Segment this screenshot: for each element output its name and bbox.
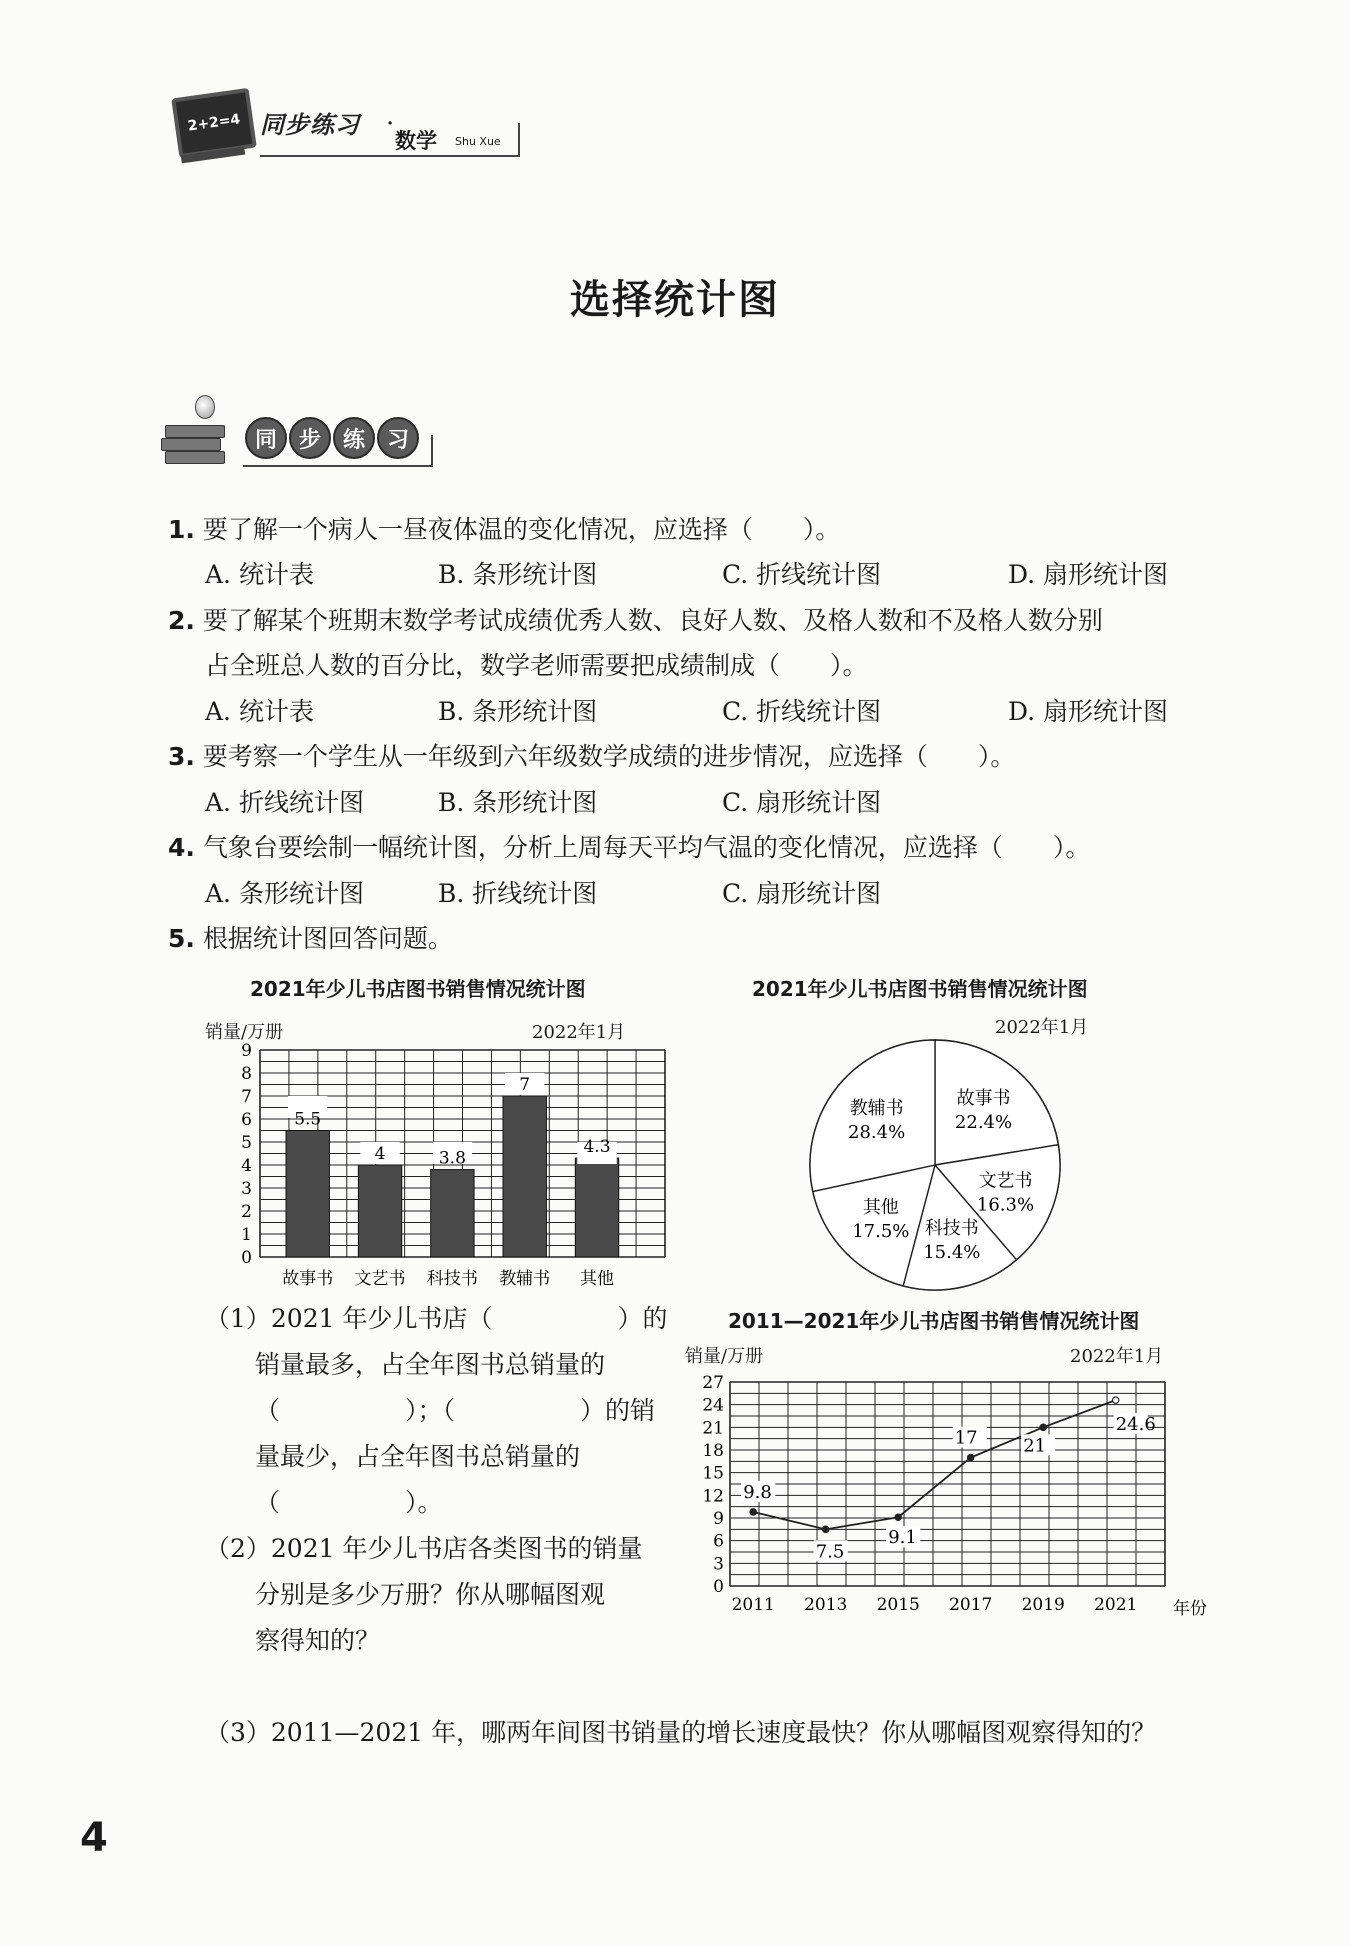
option: C. 扇形统计图	[722, 879, 882, 908]
header-dot: ·	[387, 113, 394, 134]
y-tick-label: 4	[241, 1156, 252, 1176]
bar	[503, 1096, 546, 1257]
y-tick-label: 21	[702, 1418, 724, 1439]
y-tick-label: 24	[702, 1395, 724, 1416]
bar-value-label: 7	[519, 1075, 531, 1095]
data-point	[750, 1509, 756, 1515]
bar	[431, 1170, 474, 1257]
question-2	[168, 604, 1103, 638]
point-value-label: 21	[1023, 1435, 1047, 1457]
option: C. 折线统计图	[722, 697, 882, 726]
y-tick-label: 27	[702, 1373, 724, 1393]
badge-char: 习	[377, 417, 419, 459]
subquestion-3: （3）2011—2021 年，哪两年间图书销量的增长速度最快？你从哪幅图观察得知的？	[205, 1718, 1157, 1747]
option: A. 统计表	[205, 697, 314, 726]
question-4	[168, 831, 1090, 865]
subquestion-2	[205, 1526, 675, 1664]
bar	[575, 1158, 618, 1257]
question-text: 气象台要绘制一幅统计图，分析上周每天平均气温的变化情况，应选择（ ）。	[202, 833, 1091, 862]
x-tick-label: 2019	[1021, 1595, 1065, 1615]
question-5	[168, 922, 453, 956]
y-tick-label: 9	[713, 1509, 724, 1529]
slice-name-label: 文艺书	[978, 1170, 1033, 1192]
subquestion-line: （1）2021 年少儿书店（ ）的	[205, 1304, 668, 1333]
question-text: 根据统计图回答问题。	[202, 924, 453, 953]
bar-value-label: 5.5	[294, 1109, 322, 1130]
y-tick-label: 8	[241, 1064, 252, 1084]
question-text-cont: 占全班总人数的百分比，数学老师需要把成绩制成（ ）。	[205, 651, 868, 680]
option: C. 扇形统计图	[722, 788, 882, 817]
subquestion-line: （ ）。	[255, 1488, 443, 1517]
y-tick-label: 6	[713, 1531, 724, 1552]
question-number: 3.	[168, 742, 195, 771]
question-text: 要了解某个班期末数学考试成绩优秀人数、良好人数、及格人数和不及格人数分别	[202, 606, 1103, 635]
pie-chart-title: 2021年少儿书店图书销售情况统计图	[752, 977, 1088, 1001]
option: A. 折线统计图	[205, 788, 364, 817]
slice-percent-label: 22.4%	[954, 1111, 1013, 1133]
slice-percent-label: 15.4%	[923, 1242, 981, 1264]
bar-chart-date: 2022年1月	[532, 1022, 626, 1043]
x-tick-label: 2017	[949, 1595, 993, 1615]
line-chart-date: 2022年1月	[1070, 1346, 1164, 1367]
slice-percent-label: 28.4%	[848, 1121, 906, 1143]
y-tick-label: 5	[241, 1133, 252, 1153]
slice-percent-label: 16.3%	[976, 1194, 1035, 1216]
option: B. 条形统计图	[438, 697, 598, 726]
page-title: 选择统计图	[570, 277, 780, 323]
y-tick-label: 3	[241, 1179, 252, 1199]
section-badge	[165, 395, 445, 475]
question-text: 要了解一个病人一昼夜体温的变化情况，应选择（ ）。	[202, 515, 841, 544]
badge-char: 同	[245, 417, 287, 459]
y-tick-label: 3	[713, 1554, 724, 1575]
slice-name-label: 其他	[862, 1196, 899, 1218]
y-tick-label: 15	[702, 1463, 724, 1484]
bar-chart-ylabel: 销量/万册	[205, 1022, 284, 1043]
slice-name-label: 故事书	[956, 1087, 1011, 1109]
y-tick-label: 1	[241, 1225, 252, 1245]
x-category-label: 其他	[580, 1269, 615, 1289]
option: A. 条形统计图	[205, 879, 364, 908]
line-chart-ylabel: 销量/万册	[685, 1346, 764, 1367]
badge-char: 练	[333, 417, 375, 459]
bar-chart	[225, 1040, 685, 1300]
y-tick-label: 12	[702, 1486, 724, 1507]
option: C. 折线统计图	[722, 560, 882, 589]
line-chart-title: 2011—2021年少儿书店图书销售情况统计图	[728, 1309, 1140, 1333]
option: A. 统计表	[205, 560, 314, 589]
question-3	[168, 740, 1015, 774]
bar-value-label: 4	[374, 1144, 386, 1164]
y-tick-label: 0	[713, 1577, 724, 1597]
data-point	[968, 1454, 974, 1460]
y-tick-label: 9	[241, 1041, 252, 1061]
chalkboard-icon: 2+2=4	[171, 88, 257, 158]
bar-value-label: 3.8	[438, 1148, 466, 1169]
option: D. 扇形统计图	[1008, 560, 1169, 589]
badge-char: 步	[289, 417, 331, 459]
section-divider-vertical	[431, 435, 433, 467]
x-category-label: 科技书	[426, 1269, 478, 1289]
y-tick-label: 18	[702, 1441, 724, 1461]
point-value-label: 9.8	[743, 1481, 772, 1503]
subquestion-line: 分别是多少万册？你从哪幅图观	[255, 1580, 606, 1609]
slice-name-label: 科技书	[924, 1218, 979, 1240]
page-header	[165, 85, 525, 175]
y-tick-label: 2	[241, 1202, 252, 1222]
section-divider	[243, 465, 433, 467]
bar	[358, 1165, 401, 1257]
data-point	[823, 1526, 829, 1532]
bar-chart-title: 2021年少儿书店图书销售情况统计图	[250, 977, 586, 1001]
x-tick-label: 2013	[804, 1595, 848, 1615]
question-number: 5.	[168, 924, 195, 953]
subquestion-line: 销量最多，占全年图书总销量的	[255, 1350, 606, 1379]
data-point	[1113, 1397, 1119, 1403]
y-tick-label: 0	[241, 1248, 252, 1268]
subquestion-line: （2）2021 年少儿书店各类图书的销量	[205, 1534, 643, 1563]
option: B. 折线统计图	[438, 879, 598, 908]
question-1	[168, 513, 840, 547]
bar	[286, 1131, 329, 1258]
x-category-label: 教辅书	[499, 1269, 551, 1289]
subquestion-1	[205, 1296, 675, 1526]
line-chart	[690, 1368, 1210, 1618]
data-point	[895, 1514, 901, 1520]
subquestion-line: （ ）；（ ）的销	[255, 1396, 656, 1425]
subject-pinyin: Shu Xue	[455, 135, 501, 148]
series-title: 同步练习	[260, 111, 360, 139]
option: B. 条形统计图	[438, 560, 598, 589]
option: B. 条形统计图	[438, 788, 598, 817]
slice-name-label: 教辅书	[849, 1097, 904, 1119]
x-axis-label: 年份	[1173, 1599, 1207, 1618]
subquestion-line: 量最少，占全年图书总销量的	[255, 1442, 581, 1471]
lamp-icon	[195, 395, 215, 419]
x-tick-label: 2015	[876, 1595, 920, 1615]
page-number: 4	[80, 1815, 108, 1861]
slice-percent-label: 17.5%	[852, 1220, 910, 1242]
header-divider	[260, 155, 520, 157]
question-number: 2.	[168, 606, 195, 635]
pie-chart	[800, 1030, 1070, 1300]
question-text: 要考察一个学生从一年级到六年级数学成绩的进步情况，应选择（ ）。	[202, 742, 1016, 771]
y-tick-label: 6	[241, 1110, 252, 1130]
x-tick-label: 2011	[731, 1595, 775, 1615]
question-number: 1.	[168, 515, 195, 544]
books-icon	[165, 425, 223, 465]
option: D. 扇形统计图	[1008, 697, 1169, 726]
point-value-label: 7.5	[815, 1541, 845, 1563]
bar-value-label: 4.3	[583, 1137, 611, 1158]
y-tick-label: 7	[241, 1087, 252, 1107]
point-value-label: 9.1	[888, 1527, 917, 1549]
pie-chart-date: 2022年1月	[995, 1017, 1089, 1038]
point-value-label: 17	[954, 1427, 978, 1449]
series-line	[753, 1400, 1115, 1529]
data-point	[1040, 1424, 1046, 1430]
header-divider-vertical	[518, 123, 520, 157]
question-number: 4.	[168, 833, 195, 862]
x-tick-label: 2021	[1094, 1595, 1138, 1615]
x-category-label: 故事书	[282, 1269, 334, 1289]
subject-label: 数学	[395, 129, 437, 153]
x-category-label: 文艺书	[354, 1269, 406, 1289]
point-value-label: 24.6	[1115, 1414, 1156, 1436]
subquestion-line: 察得知的？	[255, 1626, 381, 1655]
